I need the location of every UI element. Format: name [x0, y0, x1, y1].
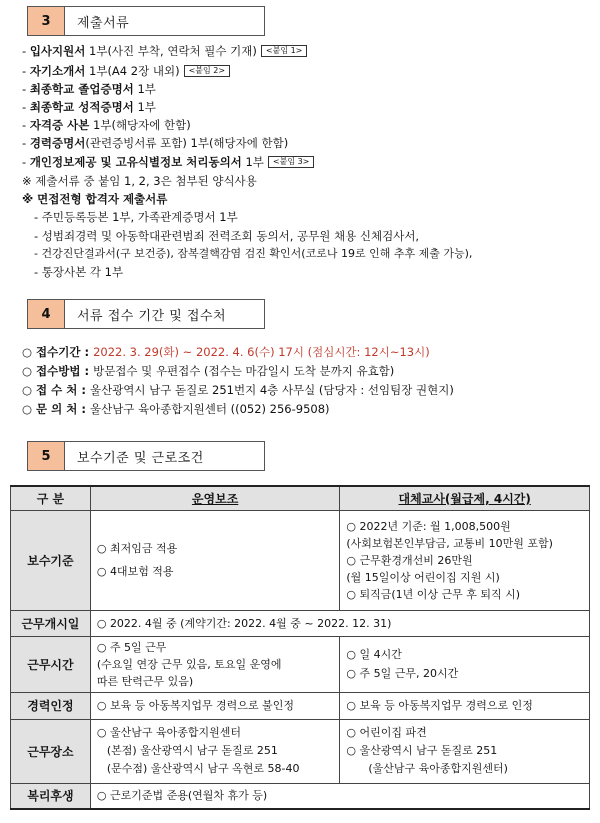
section-3-header [27, 6, 265, 36]
place-substitute-teacher: ○ 어린이집 파견 ○ 울산광역시 남구 돋질로 251 (울산남구 육아종합지원센터) [340, 719, 590, 783]
info-row-place: ○ 접 수 처 : 울산광역시 남구 돋질로 251번지 4층 사무실 (담당자 : 선임팀장 권현지) [22, 383, 454, 397]
row-label-start: 근무개시일 [11, 610, 91, 636]
table-row [11, 636, 590, 692]
pay-operation-assistant: ○ 최저임금 적용 ○ 4대보험 적용 [90, 510, 340, 610]
info-row-contact: ○ 문 의 처 : 울산남구 육아종합지원센터 ((052) 256-9508) [22, 402, 330, 416]
section-number: 4 [27, 299, 65, 329]
header-substitute-teacher: 대체교사(월급제, 4시간) [340, 486, 590, 510]
attachment-tag: <붙임 2> [184, 65, 231, 77]
section-title: 제출서류 [65, 6, 265, 36]
section-title: 서류 접수 기간 및 접수처 [65, 299, 265, 329]
table-header-row [11, 486, 590, 510]
list-item: - 통장사본 각 1부 [34, 265, 124, 279]
list-item: - 최종학교 성적증명서 1부 [22, 100, 156, 114]
list-item: - 입사지원서 1부(사진 부착, 연락처 필수 기재) <붙임 1> [22, 43, 307, 59]
note: ※ 제출서류 중 붙임 1, 2, 3은 첨부된 양식사용 [22, 174, 257, 188]
list-item: - 자격증 사본 1부(해당자에 한함) [22, 118, 191, 132]
section-number: 5 [27, 441, 65, 471]
table-row [11, 510, 590, 610]
section-5-header [27, 441, 265, 471]
row-label-career: 경력인정 [11, 692, 91, 719]
section-number: 3 [27, 6, 65, 36]
list-item: - 자기소개서 1부(A4 2장 내외) <붙임 2> [22, 63, 230, 79]
table-row [11, 783, 590, 809]
list-item: - 주민등록등본 1부, 가족관계증명서 1부 [34, 210, 238, 224]
row-label-hours: 근무시간 [11, 636, 91, 692]
row-label-pay: 보수기준 [11, 510, 91, 610]
table-row [11, 692, 590, 719]
list-item: - 경력증명서(관련증빙서류 포함) 1부(해당자에 한함) [22, 136, 289, 150]
header-operation-assistant: 운영보조 [90, 486, 340, 510]
header-category: 구 분 [11, 486, 91, 510]
attachment-tag: <붙임 1> [261, 45, 308, 57]
list-item: - 개인정보제공 및 고유식별정보 처리동의서 1부 <붙임 3> [22, 154, 314, 170]
list-item: - 건강진단결과서(구 보건증), 잠복결핵감염 검진 확인서(코로나 19로 인해 추후 제출 가능), [34, 247, 473, 260]
list-item: - 최종학교 졸업증명서 1부 [22, 82, 156, 96]
place-operation-assistant: ○ 울산남구 육아종합지원센터 (본점) 울산광역시 남구 돋질로 251 (문수점) 울산광역시 남구 옥현로 58-40 [90, 719, 340, 783]
info-row-method: ○ 접수방법 : 방문접수 및 우편접수 (접수는 마감일시 도착 분까지 유효함) [22, 364, 395, 378]
start-date-value: ○ 2022. 4월 중 (계약기간: 2022. 4월 중 ~ 2022. 12. 31) [90, 610, 589, 636]
section-4-header [27, 299, 265, 329]
list-item: - 성범죄경력 및 아동학대관련범죄 전력조회 동의서, 공무원 채용 신체검사서, [34, 229, 420, 243]
working-conditions-table [10, 485, 590, 810]
row-label-welfare: 복리후생 [11, 783, 91, 809]
career-operation-assistant: ○ 보육 등 아동복지업무 경력으로 불인정 [90, 692, 340, 719]
attachment-tag: <붙임 3> [268, 156, 315, 168]
pay-substitute-teacher: ○ 2022년 기준: 월 1,008,500원 (사회보험본인부담금, 교통비 10만원 포함) ○ 근무환경개선비 26만원 (월 15일이상 어린이집 지원 시) ○ 퇴직금(1년 이상 근무 후 퇴직 시) [340, 510, 590, 610]
table-row [11, 719, 590, 783]
table-row [11, 610, 590, 636]
career-substitute-teacher: ○ 보육 등 아동복지업무 경력으로 인정 [340, 692, 590, 719]
info-row-period: ○ 접수기간 : 2022. 3. 29(화) ~ 2022. 4. 6(수) 17시 (점심시간: 12시~13시) [22, 345, 430, 359]
interview-docs-title: ※ 면접전형 합격자 제출서류 [22, 192, 168, 206]
hours-substitute-teacher: ○ 일 4시간 ○ 주 5일 근무, 20시간 [340, 636, 590, 692]
section-title: 보수기준 및 근로조건 [65, 441, 265, 471]
row-label-place: 근무장소 [11, 719, 91, 783]
welfare-value: ○ 근로기준법 준용(연월차 휴가 등) [90, 783, 589, 809]
hours-operation-assistant: ○ 주 5일 근무 (수요일 연장 근무 있음, 토요일 운영에 따른 탄력근무 있음) [90, 636, 340, 692]
